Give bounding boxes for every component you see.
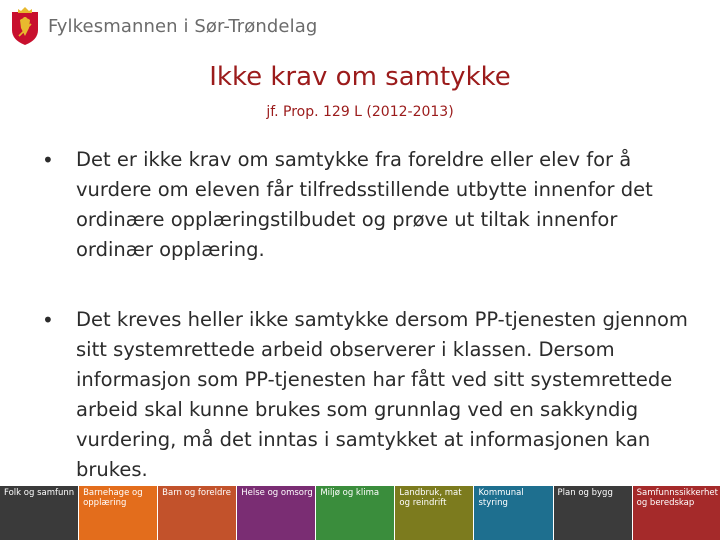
bullet-icon: • — [42, 148, 54, 172]
organization-name: Fylkesmannen i Sør-Trøndelag — [48, 15, 318, 37]
slide-subtitle: jf. Prop. 129 L (2012-2013) — [266, 104, 454, 120]
footer-tab-helse-og-omsorg[interactable] — [236, 486, 315, 540]
footer-tab-barnehage-og-opplaering[interactable] — [78, 486, 157, 540]
footer-tab-label: Helse og omsorg — [241, 488, 313, 498]
bullet-item — [30, 145, 700, 265]
bullet-item — [30, 305, 700, 485]
coat-of-arms-icon — [10, 6, 40, 46]
footer-tab-label: Kommunal styring — [478, 488, 524, 508]
footer-tab-label: Plan og bygg — [557, 488, 613, 498]
footer-tab-kommunal-styring[interactable] — [473, 486, 552, 540]
footer-tab-label: Landbruk, mat og reindrift — [399, 488, 462, 508]
footer-tab-label: Barnehage og opplæring — [83, 488, 143, 508]
footer-tab-label: Miljø og klima — [320, 488, 380, 498]
footer-tab-samfunnssikkerhet-og-beredskap[interactable] — [632, 486, 720, 540]
bullet-list — [30, 145, 700, 485]
footer-tab-miljo-og-klima[interactable] — [315, 486, 394, 540]
footer-tab-plan-og-bygg[interactable] — [553, 486, 632, 540]
slide-title: Ikke krav om samtykke — [209, 62, 511, 92]
footer-tab-label: Samfunnssikkerhet og beredskap — [636, 488, 718, 508]
footer-tab-label: Folk og samfunn — [4, 488, 75, 498]
footer-tab-label: Barn og foreldre — [162, 488, 231, 498]
footer-tab-barn-og-foreldre[interactable] — [157, 486, 236, 540]
footer-tab-landbruk-mat-og-reindrift[interactable] — [394, 486, 473, 540]
bullet-icon: • — [42, 308, 54, 332]
footer-nav — [0, 486, 720, 540]
footer-tab-folk-og-samfunn[interactable] — [0, 486, 78, 540]
bullet-text: Det er ikke krav om samtykke fra foreldre eller elev for å vurdere om eleven får tilfredsstillende utbytte innenfor det ordinære opplæringstilbudet og prøve ut tiltak innenfor ordinær opplæring. — [76, 148, 653, 261]
header — [10, 6, 317, 46]
bullet-text: Det kreves heller ikke samtykke dersom PP-tjenesten gjennom sitt systemrettede arbeid observerer i klassen. Dersom informasjon som PP-tjenesten har fått ved sitt systemrettede arbeid skal kunne brukes som grunnlag ved en sakkyndig vurdering, må det inntas i samtykket at informasjonen kan brukes. — [76, 308, 688, 481]
